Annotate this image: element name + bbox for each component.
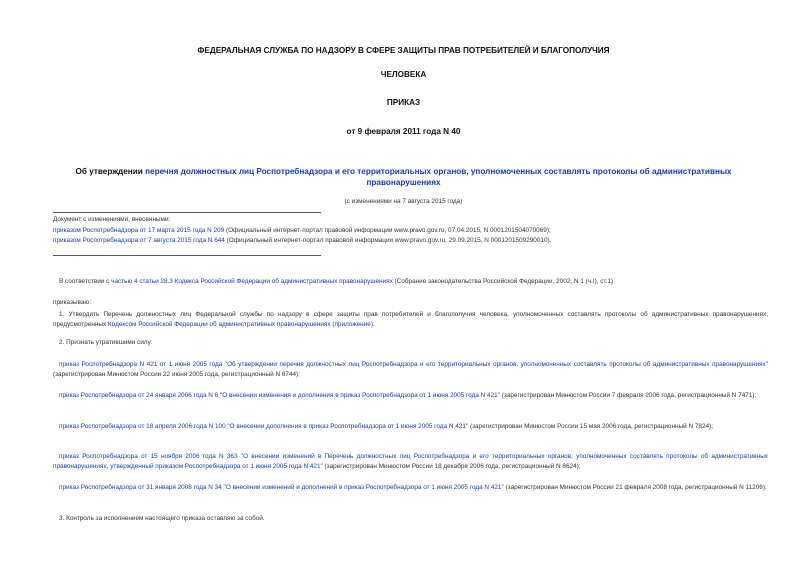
item-1-appendix-link[interactable]: приложение: [334, 320, 371, 328]
item-1-text: 1. Утвердить Перечень должностных лиц Федеральной службы по надзору в сфере защиты прав потребителей и благополучия человека, уполномоченных составлять протоколы об административных правонарушениях, предусмотренных: [53, 311, 768, 328]
revoked-reg-2: (зарегистрирован Минюстом России 7 февраля 2006 года, регистрационный N 7471);: [499, 392, 757, 399]
document-title: [40, 166, 767, 188]
item-1-paren: (: [330, 320, 335, 328]
revoked-order-2: [53, 391, 768, 401]
revoked-link-1[interactable]: приказ Роспотребнадзора N 421 от 1 июня 2005 года "Об утверждении перечня должностных лиц Роспотребнадзора и его территориальных органов, уполномоченных составлять протоколы об административных правонарушениях": [59, 361, 768, 368]
revoked-reg-3: (зарегистрирован Минюстом России 15 мая 2006 года, регистрационный N 7824);: [468, 423, 713, 430]
paragraph-item-2: 2. Признать утратившими силу:: [59, 339, 153, 346]
revoked-order-4: [53, 452, 768, 471]
preamble-source: (Собрание законодательства Российской Федерации, 2002, N 1 (ч.I), ст.1): [392, 278, 614, 285]
preamble-text: В соответствии с: [59, 278, 112, 285]
paragraph-item-3: 3. Контроль за исполнением настоящего приказа оставляю за собой.: [59, 515, 265, 522]
amend-link-1[interactable]: приказом Роспотребнадзора от 17 марта 2015 года N 209: [53, 227, 225, 234]
amend-source-2: (Официальный интернет-портал правовой информации www.pravo.gov.ru, 29.09.2015, N 0001201509290010).: [224, 237, 552, 244]
header-date: от 9 февраля 2011 года N 40: [346, 127, 461, 136]
revoked-reg-4: (зарегистрирован Минюстом России 18 декабря 2006 года, регистрационный N 8624);: [322, 462, 581, 470]
revoked-reg-5: (зарегистрирован Минюстом России 21 февраля 2008 года, регистрационный N 11206).: [503, 484, 767, 491]
amend-link-2[interactable]: приказом Роспотребнадзора от 7 августа 2015 года N 644: [53, 237, 225, 244]
paragraph-decree: приказываю:: [53, 299, 91, 306]
revoked-order-5: [53, 483, 768, 493]
item-1-code-link[interactable]: Кодексом Российской Федерации об административных правонарушениях: [107, 320, 331, 328]
header-agency-line2: ЧЕЛОВЕКА: [380, 70, 427, 79]
amend-bottom-rule: [53, 255, 321, 256]
amend-item-1: [53, 226, 768, 235]
preamble-link[interactable]: частью 4 статьи 28.3 Кодекса Российской Федерации об административных правонарушениях: [111, 278, 393, 285]
revoked-order-3: [53, 422, 768, 432]
amend-block: [53, 215, 768, 245]
amend-top-rule: [53, 212, 321, 213]
revoked-link-2[interactable]: приказ Роспотребнадзора от 24 января 2006 года N 6 "О внесении изменения и дополнения в приказ Роспотребнадзора от 1 июня 2005 года N 421": [59, 392, 500, 399]
revoked-order-1: [53, 360, 768, 379]
amend-item-2: [53, 236, 768, 245]
item-1-end: ).: [370, 320, 375, 328]
header-agency-line1: ФЕДЕРАЛЬНАЯ СЛУЖБА ПО НАДЗОРУ В СФЕРЕ ЗАЩИТЫ ПРАВ ПОТРЕБИТЕЛЕЙ И БЛАГОПОЛУЧИЯ: [197, 46, 610, 55]
amend-intro: Документ с изменениями, внесенными:: [53, 216, 171, 223]
revoked-reg-1: (зарегистрирован Минюстом России 22 июня 2005 года, регистрационный N 6744);: [53, 370, 300, 378]
paragraph-preamble: [53, 277, 768, 287]
paragraph-item-1: [53, 310, 768, 329]
header-order: ПРИКАЗ: [386, 98, 421, 107]
amend-source-1: (Официальный интернет-портал правовой информации www.pravo.gov.ru, 07.04.2015, N 0001201504070069);: [224, 227, 551, 234]
revision-note: (с изменениями на 7 августа 2015 года): [344, 198, 463, 205]
title-prefix: Об утверждении: [75, 167, 146, 176]
revoked-link-3[interactable]: приказ Роспотребнадзора от 18 апреля 2006 года N 100 "О внесении дополнения в приказ Роспотребнадзора от 1 июня 2005 года N 421": [59, 423, 469, 430]
revoked-link-4[interactable]: приказ Роспотребнадзора от 15 ноября 2006 года N 363 "О внесении изменений в Перечень должностных лиц Роспотребнадзора и его территориальных органов, уполномоченных составлять протоколы об административных правонарушениях, утвержденный приказом Роспотребнадзора от 1 июня 2005 года N 421": [53, 453, 768, 470]
title-link[interactable]: перечня должностных лиц Роспотребнадзора и его территориальных органов, уполномоченных составлять протоколы об административных правонарушениях: [145, 167, 732, 187]
revoked-link-5[interactable]: приказ Роспотребнадзора от 31 января 2008 года N 34 "О внесении изменений и дополнений в приказ Роспотребнадзора от 1 июня 2005 года N 421": [59, 484, 504, 491]
